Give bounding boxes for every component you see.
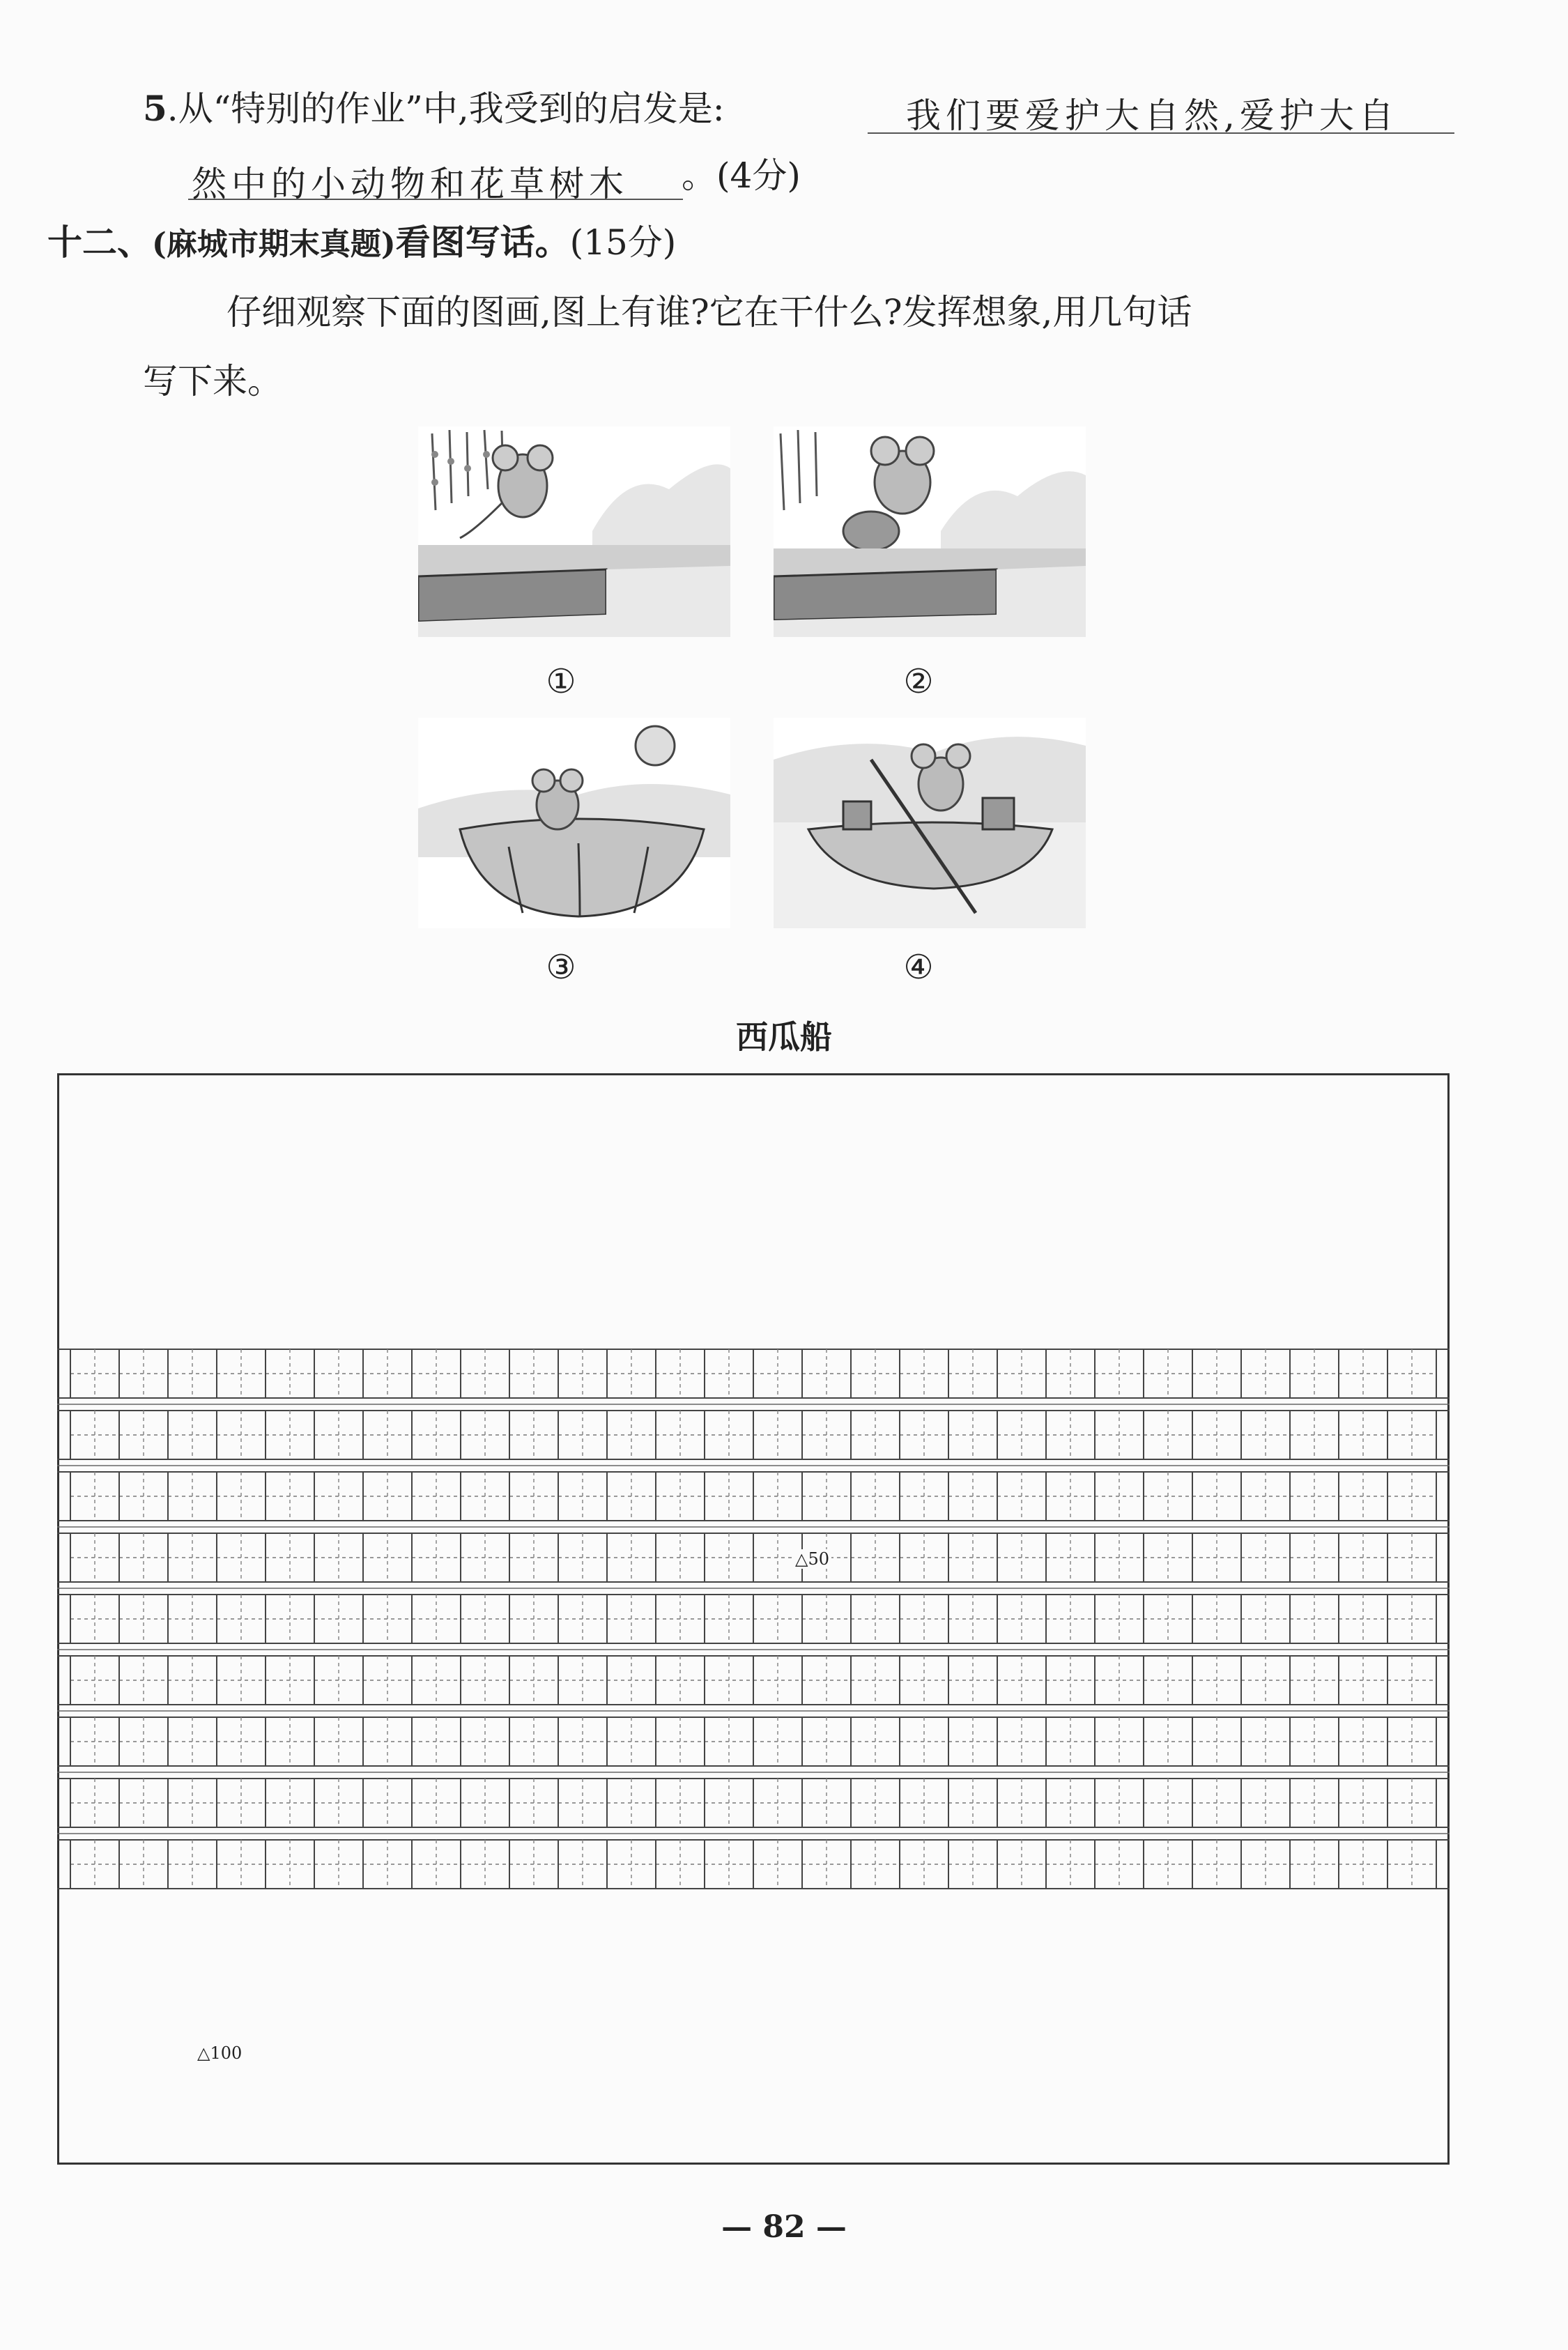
answer-line-1: 我们要爱护大自然,爱护大自 [906, 95, 1399, 136]
section-12-heading [47, 222, 676, 266]
mouse-rowing-watermelon-boat-illustration [774, 718, 1086, 928]
section-title: 看图写话。 [395, 222, 570, 263]
page-number: — 82 — [721, 2209, 847, 2245]
section-number: 十二、 [47, 222, 152, 263]
marker-100: △100 [195, 2043, 244, 2063]
question-number: 5 [143, 88, 167, 129]
section-score: (15分) [569, 222, 677, 263]
picture-3-label: ③ [546, 948, 576, 987]
question-5-prompt [143, 88, 725, 130]
picture-4 [774, 718, 1086, 928]
mouse-carrying-watermelon-illustration [774, 427, 1086, 637]
mouse-scooping-watermelon-illustration [418, 718, 730, 928]
question-5-score: 。(4分) [682, 155, 801, 196]
writing-grid[interactable] [57, 1073, 1450, 2165]
marker-50: △50 [793, 1549, 831, 1569]
section-source: (麻城市期末真题) [152, 226, 396, 262]
picture-1-label: ① [546, 662, 576, 701]
question-text: .从“特别的作业”中,我受到的启发是: [167, 89, 725, 129]
answer-line-2: 然中的小动物和花草树木 [192, 164, 629, 204]
answer-underline-2 [188, 199, 683, 200]
picture-4-label: ④ [903, 948, 934, 987]
answer-underline-1 [868, 132, 1454, 134]
instruction-line-2: 写下来。 [143, 361, 282, 401]
picture-2 [774, 427, 1086, 637]
picture-3 [418, 718, 730, 928]
picture-2-label: ② [903, 662, 934, 701]
composition-title: 西瓜船 [736, 1018, 832, 1056]
instruction-line-1: 仔细观察下面的图画,图上有谁?它在干什么?发挥想象,用几句话 [226, 292, 1192, 332]
picture-1 [418, 427, 730, 637]
mouse-holding-willow-illustration [418, 427, 730, 637]
